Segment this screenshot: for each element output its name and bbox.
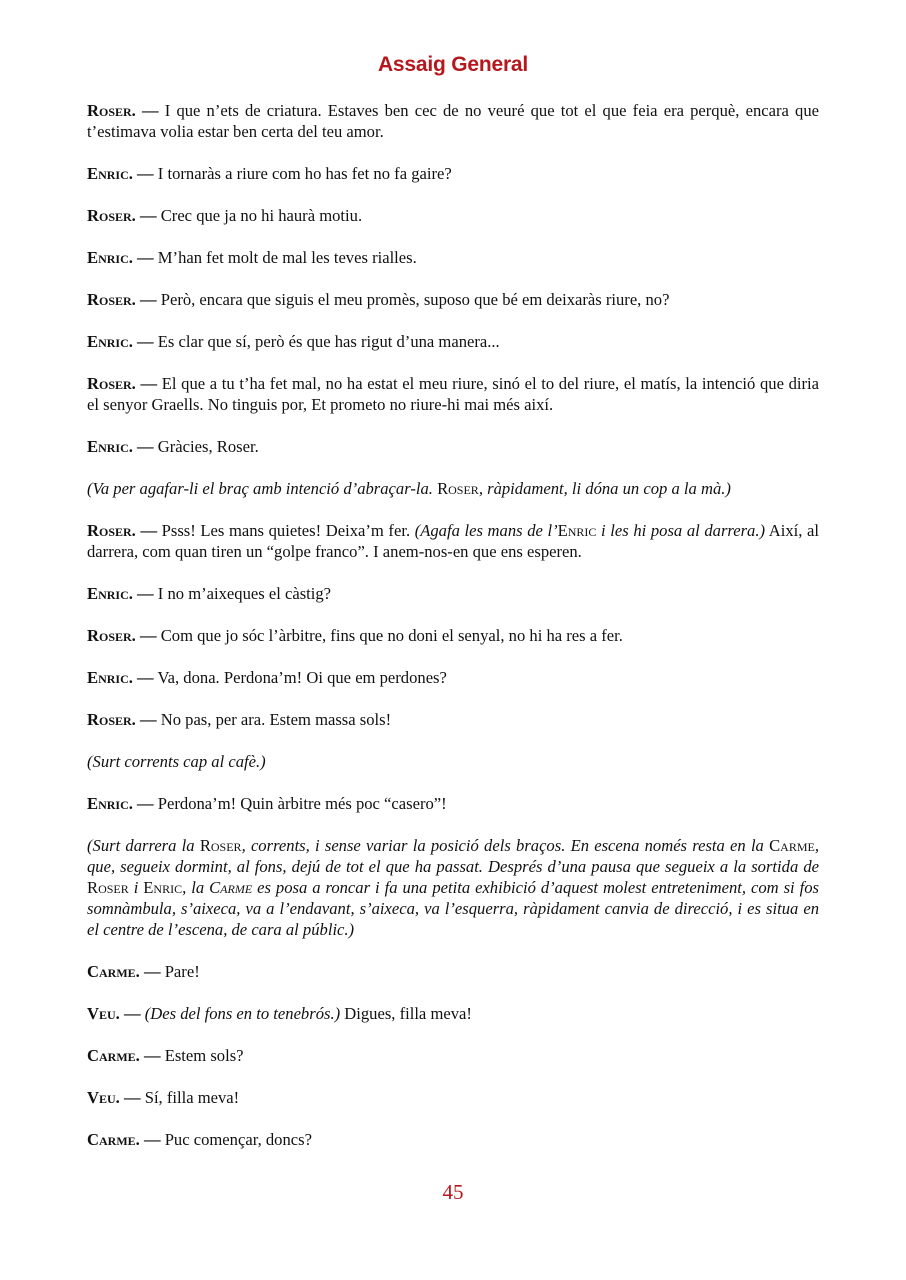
dialogue-text: I no m’aixeques el càstig? [157,584,332,603]
stage-text: , la [182,878,210,897]
dialogue-text: Digues, filla meva! [340,1004,472,1023]
speaker-name: Enric. [87,437,133,456]
dialogue-text: Així, al darrera, com quan tiren un “golpe franco”. I anem-nos-en que ens esperen. [87,521,819,561]
speaker-name: Enric. [87,164,133,183]
speaker-name: Roser. [87,101,136,120]
speaker-name: Enric. [87,248,133,267]
dialogue-text: M’han fet molt de mal les teves rialles. [157,248,417,267]
dialogue-text: Crec que ja no hi haurà motiu. [160,206,363,225]
stage-text: (Va per agafar-li el braç amb intenció d’abraçar-la. [87,479,438,498]
dialogue-text: El que a tu t’ha fet mal, no ha estat el meu riure, sinó el to del riure, el matís, la intenció que diria el senyor Graells. No tinguis por, Et prometo no riure-hi mai més així. [87,374,820,414]
em-dash: — [141,101,159,120]
em-dash: — [139,206,157,225]
dialogue-text: Sí, filla meva! [144,1088,240,1107]
em-dash: — [143,1046,161,1065]
speaker-name: Roser. [87,374,136,393]
stage-text: (Surt darrera la [87,836,200,855]
em-dash: — [123,1088,141,1107]
dialogue-line [87,1003,819,1024]
stage-text: i les hi posa al darrera.) [596,521,766,540]
em-dash: — [140,521,158,540]
page-number: 45 [442,1180,464,1204]
stage-text: i [128,878,144,897]
dialogue-line [87,436,819,457]
em-dash: — [139,626,157,645]
character-ref: Roser [87,878,129,897]
dialogue-text: Però, encara que siguis el meu promès, suposo que bé em deixaràs riure, no? [160,290,670,309]
dialogue-line [87,667,819,688]
dialogue-line [87,961,819,982]
dialogue-line [87,247,819,268]
dialogue-line [87,1087,819,1108]
em-dash: — [143,962,161,981]
running-header-title: Assaig General [377,53,529,76]
speaker-name: Enric. [87,668,133,687]
character-ref: Enric [143,878,183,897]
stage-text: , ràpidament, li dóna un cop a la mà.) [478,479,731,498]
dialogue-line [87,625,819,646]
speaker-name: Roser. [87,521,136,540]
dialogue-line [87,1045,819,1066]
em-dash: — [143,1130,161,1149]
em-dash: — [140,374,158,393]
speaker-name: Roser. [87,290,136,309]
stage-text: (Agafa les mans de l’ [414,521,558,540]
em-dash: — [139,710,157,729]
dialogue-text: Pare! [164,962,200,981]
speaker-name: Enric. [87,794,133,813]
dialogue-line [87,583,819,604]
character-ref: Carme [209,878,253,897]
em-dash: — [137,164,154,183]
stage-text: , que, segueix dormint, al fons, dejú de tot el que ha passat. Després d’una pausa que segueix a la sortida de [87,836,819,876]
stage-text: , corrents, i sense variar la posició dels braços. En escena només resta en la [241,836,770,855]
character-ref: Roser [199,836,242,855]
dialogue-line [87,331,819,352]
speaker-name: Roser. [87,626,136,645]
em-dash: — [123,1004,141,1023]
speaker-name: Enric. [87,332,133,351]
speaker-name: Veu. [87,1088,120,1107]
em-dash: — [137,584,154,603]
stage-text: es posa a roncar i fa una petita exhibició d’aquest molest entreteniment, com si fos somnàmbula, s’aixeca, va a l’endavant, s’aixeca, va l’esquerra, ràpidament canvia de direcció, i es situa en el centre de l’escena, de cara al públic.) [87,878,819,939]
inline-stage-direction [415,521,765,540]
dialogue-line [87,205,819,226]
em-dash: — [137,437,154,456]
dialogue-line [87,1129,819,1150]
em-dash: — [137,332,154,351]
dialogue-text: Perdona’m! Quin àrbitre més poc “casero”! [157,794,447,813]
dialogue-text: I que n’ets de criatura. Estaves ben cec de no veuré que tot el que feia era perquè, encara que t’estimava volia estar ben certa del teu amor. [87,101,819,141]
dialogue-line [87,163,819,184]
speaker-name: Carme. [87,962,140,981]
page-body [87,100,819,1171]
character-ref: Enric [557,521,597,540]
speaker-name: Enric. [87,584,133,603]
em-dash: — [137,248,154,267]
speaker-name: Carme. [87,1130,140,1149]
dialogue-text: Puc començar, doncs? [164,1130,312,1149]
dialogue-text: Gràcies, Roser. [157,437,259,456]
dialogue-text: No pas, per ara. Estem massa sols! [160,710,392,729]
inline-stage-direction: (Des del fons en to tenebrós.) [144,1004,341,1023]
em-dash: — [139,290,157,309]
dialogue-line [87,100,819,142]
dialogue-text: Estem sols? [164,1046,244,1065]
dialogue-text: Psss! Les mans quietes! Deixa’m fer. [161,521,415,540]
stage-direction [87,478,819,499]
dialogue-line [87,373,819,415]
character-ref: Carme [769,836,815,855]
dialogue-text: Es clar que sí, però és que has rigut d’una manera... [157,332,500,351]
dialogue-text: Va, dona. Perdona’m! Oi que em perdones? [157,668,447,687]
em-dash: — [137,794,154,813]
em-dash: — [137,668,154,687]
speaker-name: Roser. [87,206,136,225]
dialogue-line [87,709,819,730]
speaker-name: Veu. [87,1004,120,1023]
speaker-name: Roser. [87,710,136,729]
dialogue-text: I tornaràs a riure com ho has fet no fa gaire? [157,164,452,183]
character-ref: Roser [437,479,479,498]
dialogue-text: Com que jo sóc l’àrbitre, fins que no doni el senyal, no hi ha res a fer. [160,626,623,645]
dialogue-line [87,289,819,310]
stage-direction [87,835,819,940]
stage-direction: (Surt corrents cap al cafè.) [87,752,266,771]
speaker-name: Carme. [87,1046,140,1065]
dialogue-line [87,793,819,814]
dialogue-line [87,520,819,562]
